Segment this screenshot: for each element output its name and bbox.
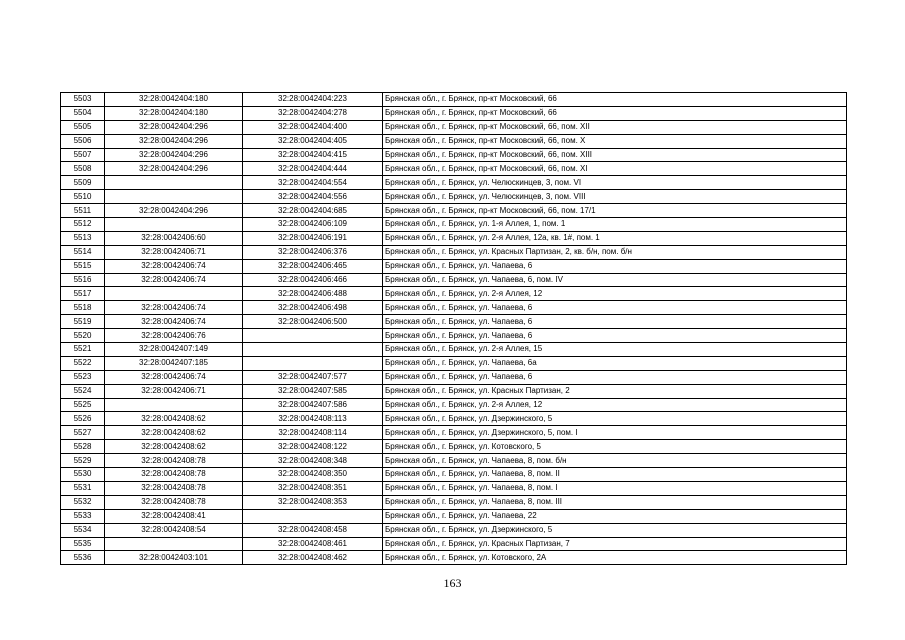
parcel-cadastral-cell: 32:28:0042407:149 (105, 343, 243, 357)
table-row (61, 468, 847, 482)
address-cell: Брянская обл., г. Брянск, ул. Котовского, 2А (383, 551, 847, 565)
table-row (61, 204, 847, 218)
row-number-cell: 5507 (61, 148, 105, 162)
row-number-cell: 5523 (61, 370, 105, 384)
object-cadastral-cell: 32:28:0042406:500 (243, 315, 383, 329)
object-cadastral-cell: 32:28:0042404:554 (243, 176, 383, 190)
address-cell: Брянская обл., г. Брянск, пр-кт Московский, 66, пом. XIII (383, 148, 847, 162)
row-number-cell: 5522 (61, 356, 105, 370)
address-cell: Брянская обл., г. Брянск, пр-кт Московский, 66, пом. 17/1 (383, 204, 847, 218)
row-number-cell: 5511 (61, 204, 105, 218)
row-number-cell: 5503 (61, 93, 105, 107)
parcel-cadastral-cell (105, 218, 243, 232)
row-number-cell: 5528 (61, 440, 105, 454)
row-number-cell: 5514 (61, 245, 105, 259)
address-cell: Брянская обл., г. Брянск, ул. Красных Партизан, 7 (383, 537, 847, 551)
table-row (61, 343, 847, 357)
object-cadastral-cell: 32:28:0042408:462 (243, 551, 383, 565)
parcel-cadastral-cell: 32:28:0042408:78 (105, 481, 243, 495)
object-cadastral-cell (243, 343, 383, 357)
table-row (61, 190, 847, 204)
parcel-cadastral-cell (105, 537, 243, 551)
parcel-cadastral-cell: 32:28:0042404:296 (105, 162, 243, 176)
table-row (61, 329, 847, 343)
address-cell: Брянская обл., г. Брянск, ул. Чапаева, 8, пом. I (383, 481, 847, 495)
parcel-cadastral-cell: 32:28:0042404:296 (105, 134, 243, 148)
table-row (61, 176, 847, 190)
address-cell: Брянская обл., г. Брянск, ул. Чапаева, 6 (383, 370, 847, 384)
address-cell: Брянская обл., г. Брянск, ул. Чапаева, 6 (383, 259, 847, 273)
object-cadastral-cell (243, 329, 383, 343)
row-number-cell: 5524 (61, 384, 105, 398)
address-cell: Брянская обл., г. Брянск, пр-кт Московский, 66, пом. X (383, 134, 847, 148)
address-cell: Брянская обл., г. Брянск, ул. Чапаева, 22 (383, 509, 847, 523)
address-cell: Брянская обл., г. Брянск, ул. 2-я Аллея, 15 (383, 343, 847, 357)
address-cell: Брянская обл., г. Брянск, ул. Чапаева, 6а (383, 356, 847, 370)
address-cell: Брянская обл., г. Брянск, пр-кт Московский, 66 (383, 106, 847, 120)
object-cadastral-cell: 32:28:0042404:444 (243, 162, 383, 176)
row-number-cell: 5533 (61, 509, 105, 523)
address-cell: Брянская обл., г. Брянск, ул. 2-я Аллея, 12 (383, 398, 847, 412)
table-row (61, 93, 847, 107)
parcel-cadastral-cell: 32:28:0042404:296 (105, 204, 243, 218)
parcel-cadastral-cell: 32:28:0042408:78 (105, 468, 243, 482)
object-cadastral-cell: 32:28:0042408:458 (243, 523, 383, 537)
table-row (61, 481, 847, 495)
table-row (61, 495, 847, 509)
object-cadastral-cell: 32:28:0042404:400 (243, 120, 383, 134)
parcel-cadastral-cell: 32:28:0042406:71 (105, 384, 243, 398)
address-cell: Брянская обл., г. Брянск, ул. Котовского, 5 (383, 440, 847, 454)
table-row (61, 440, 847, 454)
parcel-cadastral-cell: 32:28:0042408:54 (105, 523, 243, 537)
address-cell: Брянская обл., г. Брянск, ул. Красных Партизан, 2 (383, 384, 847, 398)
object-cadastral-cell: 32:28:0042408:122 (243, 440, 383, 454)
parcel-cadastral-cell: 32:28:0042406:76 (105, 329, 243, 343)
object-cadastral-cell: 32:28:0042404:223 (243, 93, 383, 107)
object-cadastral-cell: 32:28:0042404:556 (243, 190, 383, 204)
table-row (61, 551, 847, 565)
page-number: 163 (443, 576, 462, 590)
parcel-cadastral-cell: 32:28:0042408:62 (105, 440, 243, 454)
row-number-cell: 5505 (61, 120, 105, 134)
object-cadastral-cell: 32:28:0042406:109 (243, 218, 383, 232)
table-row (61, 231, 847, 245)
parcel-cadastral-cell: 32:28:0042403:101 (105, 551, 243, 565)
table-row (61, 384, 847, 398)
table-row (61, 370, 847, 384)
address-cell: Брянская обл., г. Брянск, пр-кт Московский, 66 (383, 93, 847, 107)
parcel-cadastral-cell: 32:28:0042406:74 (105, 259, 243, 273)
address-cell: Брянская обл., г. Брянск, ул. Дзержинского, 5 (383, 523, 847, 537)
parcel-cadastral-cell: 32:28:0042406:74 (105, 370, 243, 384)
address-cell: Брянская обл., г. Брянск, ул. Дзержинского, 5, пом. I (383, 426, 847, 440)
address-cell: Брянская обл., г. Брянск, ул. 1-я Аллея, 1, пом. 1 (383, 218, 847, 232)
row-number-cell: 5509 (61, 176, 105, 190)
parcel-cadastral-cell: 32:28:0042408:78 (105, 454, 243, 468)
address-cell: Брянская обл., г. Брянск, ул. Чапаева, 6 (383, 329, 847, 343)
row-number-cell: 5518 (61, 301, 105, 315)
address-cell: Брянская обл., г. Брянск, ул. Чапаева, 8, пом. II (383, 468, 847, 482)
object-cadastral-cell: 32:28:0042406:488 (243, 287, 383, 301)
registry-table-body (61, 93, 847, 565)
row-number-cell: 5517 (61, 287, 105, 301)
row-number-cell: 5536 (61, 551, 105, 565)
parcel-cadastral-cell: 32:28:0042408:62 (105, 426, 243, 440)
address-cell: Брянская обл., г. Брянск, ул. Чапаева, 6 (383, 301, 847, 315)
row-number-cell: 5535 (61, 537, 105, 551)
table-row (61, 245, 847, 259)
row-number-cell: 5526 (61, 412, 105, 426)
object-cadastral-cell: 32:28:0042404:405 (243, 134, 383, 148)
parcel-cadastral-cell: 32:28:0042406:71 (105, 245, 243, 259)
address-cell: Брянская обл., г. Брянск, ул. Дзержинского, 5 (383, 412, 847, 426)
table-row (61, 523, 847, 537)
address-cell: Брянская обл., г. Брянск, ул. 2-я Аллея, 12а, кв. 1#, пом. 1 (383, 231, 847, 245)
address-cell: Брянская обл., г. Брянск, ул. Красных Партизан, 2, кв. б/н, пом. б/н (383, 245, 847, 259)
row-number-cell: 5534 (61, 523, 105, 537)
object-cadastral-cell: 32:28:0042407:585 (243, 384, 383, 398)
object-cadastral-cell: 32:28:0042406:191 (243, 231, 383, 245)
row-number-cell: 5519 (61, 315, 105, 329)
table-row (61, 148, 847, 162)
table-row (61, 509, 847, 523)
parcel-cadastral-cell: 32:28:0042408:41 (105, 509, 243, 523)
object-cadastral-cell: 32:28:0042408:348 (243, 454, 383, 468)
object-cadastral-cell: 32:28:0042408:461 (243, 537, 383, 551)
row-number-cell: 5521 (61, 343, 105, 357)
parcel-cadastral-cell: 32:28:0042408:78 (105, 495, 243, 509)
parcel-cadastral-cell: 32:28:0042406:60 (105, 231, 243, 245)
row-number-cell: 5520 (61, 329, 105, 343)
object-cadastral-cell (243, 509, 383, 523)
object-cadastral-cell: 32:28:0042406:466 (243, 273, 383, 287)
address-cell: Брянская обл., г. Брянск, ул. Чапаева, 8, пом. б/н (383, 454, 847, 468)
parcel-cadastral-cell: 32:28:0042407:185 (105, 356, 243, 370)
parcel-cadastral-cell (105, 176, 243, 190)
table-row (61, 301, 847, 315)
table-row (61, 134, 847, 148)
table-row (61, 454, 847, 468)
parcel-cadastral-cell (105, 398, 243, 412)
row-number-cell: 5513 (61, 231, 105, 245)
table-row (61, 287, 847, 301)
row-number-cell: 5512 (61, 218, 105, 232)
object-cadastral-cell: 32:28:0042406:498 (243, 301, 383, 315)
table-row (61, 537, 847, 551)
address-cell: Брянская обл., г. Брянск, ул. Чапаева, 6 (383, 315, 847, 329)
row-number-cell: 5532 (61, 495, 105, 509)
object-cadastral-cell: 32:28:0042408:353 (243, 495, 383, 509)
address-cell: Брянская обл., г. Брянск, пр-кт Московский, 66, пом. XI (383, 162, 847, 176)
row-number-cell: 5508 (61, 162, 105, 176)
object-cadastral-cell: 32:28:0042408:351 (243, 481, 383, 495)
parcel-cadastral-cell: 32:28:0042404:180 (105, 106, 243, 120)
address-cell: Брянская обл., г. Брянск, ул. 2-я Аллея, 12 (383, 287, 847, 301)
object-cadastral-cell: 32:28:0042408:113 (243, 412, 383, 426)
object-cadastral-cell (243, 356, 383, 370)
row-number-cell: 5506 (61, 134, 105, 148)
parcel-cadastral-cell: 32:28:0042404:180 (105, 93, 243, 107)
row-number-cell: 5504 (61, 106, 105, 120)
table-row (61, 218, 847, 232)
parcel-cadastral-cell (105, 287, 243, 301)
address-cell: Брянская обл., г. Брянск, ул. Челюскинцев, 3, пом. VI (383, 176, 847, 190)
table-row (61, 120, 847, 134)
parcel-cadastral-cell: 32:28:0042406:74 (105, 301, 243, 315)
parcel-cadastral-cell: 32:28:0042404:296 (105, 120, 243, 134)
parcel-cadastral-cell (105, 190, 243, 204)
table-row (61, 356, 847, 370)
object-cadastral-cell: 32:28:0042408:350 (243, 468, 383, 482)
object-cadastral-cell: 32:28:0042407:577 (243, 370, 383, 384)
parcel-cadastral-cell: 32:28:0042408:62 (105, 412, 243, 426)
table-row (61, 273, 847, 287)
address-cell: Брянская обл., г. Брянск, ул. Чапаева, 6, пом. IV (383, 273, 847, 287)
table-row (61, 259, 847, 273)
parcel-cadastral-cell: 32:28:0042406:74 (105, 273, 243, 287)
address-cell: Брянская обл., г. Брянск, пр-кт Московский, 66, пом. XII (383, 120, 847, 134)
object-cadastral-cell: 32:28:0042404:278 (243, 106, 383, 120)
parcel-cadastral-cell: 32:28:0042406:74 (105, 315, 243, 329)
table-row (61, 426, 847, 440)
table-row (61, 412, 847, 426)
object-cadastral-cell: 32:28:0042404:685 (243, 204, 383, 218)
row-number-cell: 5530 (61, 468, 105, 482)
row-number-cell: 5516 (61, 273, 105, 287)
address-cell: Брянская обл., г. Брянск, ул. Челюскинцев, 3, пом. VIII (383, 190, 847, 204)
object-cadastral-cell: 32:28:0042404:415 (243, 148, 383, 162)
object-cadastral-cell: 32:28:0042406:376 (243, 245, 383, 259)
object-cadastral-cell: 32:28:0042408:114 (243, 426, 383, 440)
object-cadastral-cell: 32:28:0042407:586 (243, 398, 383, 412)
parcel-cadastral-cell: 32:28:0042404:296 (105, 148, 243, 162)
row-number-cell: 5529 (61, 454, 105, 468)
table-row (61, 315, 847, 329)
table-row (61, 106, 847, 120)
address-cell: Брянская обл., г. Брянск, ул. Чапаева, 8, пом. III (383, 495, 847, 509)
row-number-cell: 5515 (61, 259, 105, 273)
registry-table (60, 92, 847, 565)
object-cadastral-cell: 32:28:0042406:465 (243, 259, 383, 273)
row-number-cell: 5531 (61, 481, 105, 495)
table-row (61, 398, 847, 412)
row-number-cell: 5527 (61, 426, 105, 440)
row-number-cell: 5525 (61, 398, 105, 412)
row-number-cell: 5510 (61, 190, 105, 204)
table-row (61, 162, 847, 176)
